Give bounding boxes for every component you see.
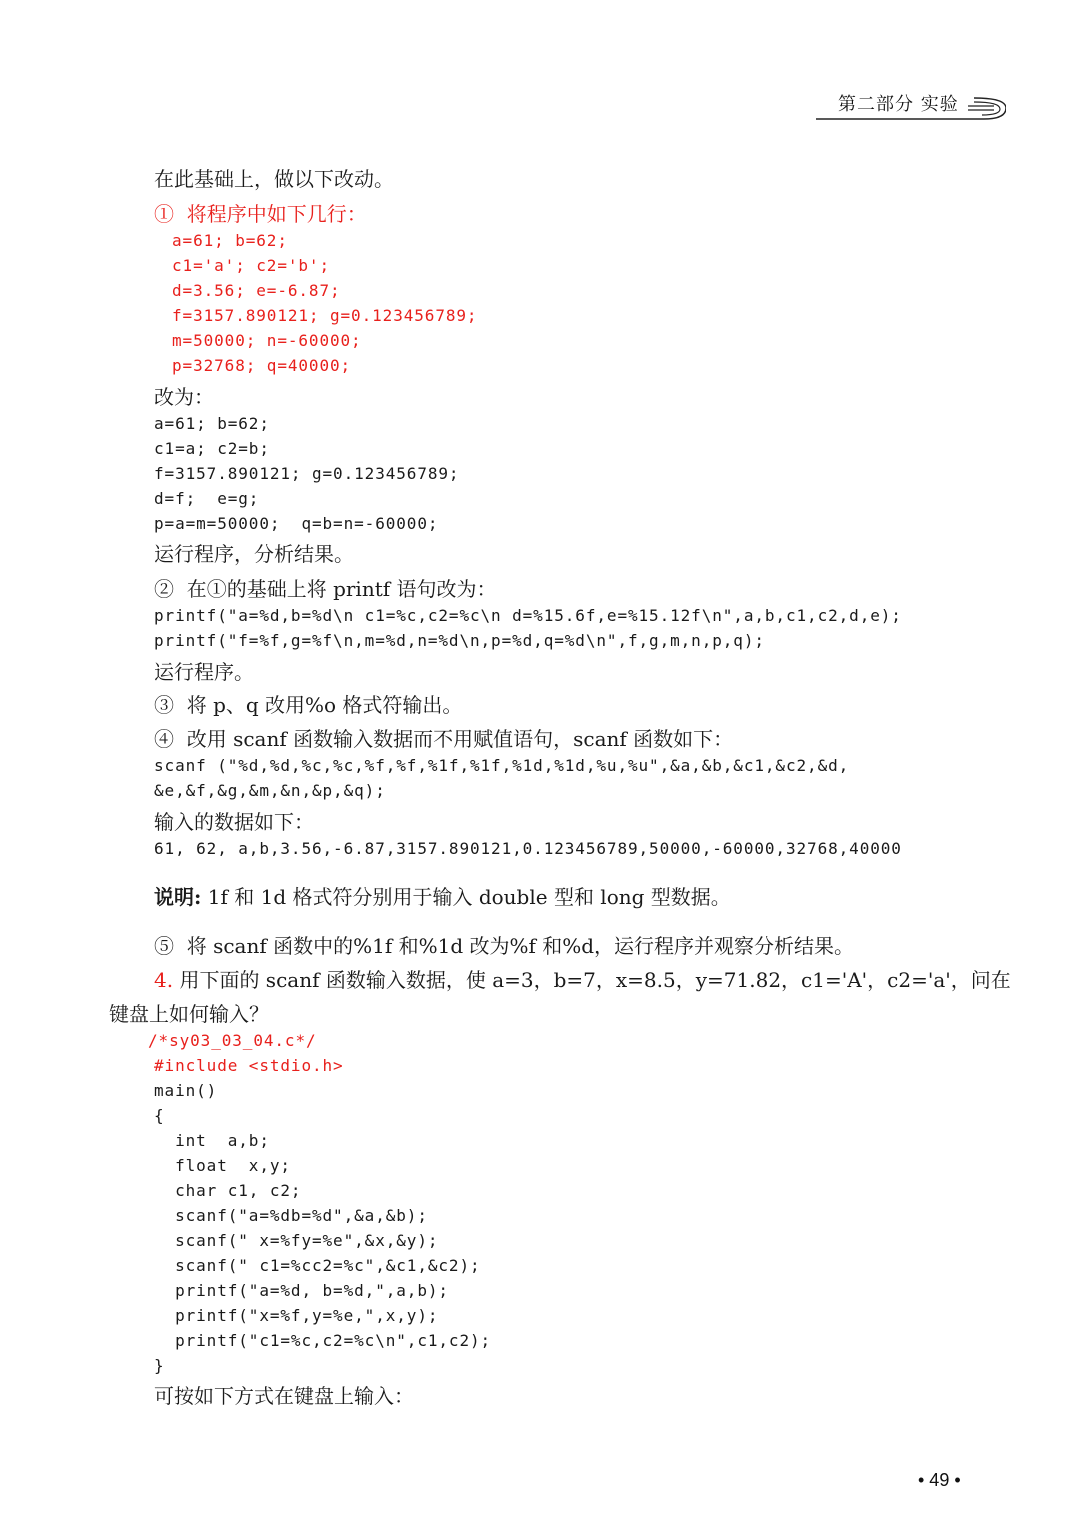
orig-code-line: m=50000; n=-60000;: [172, 331, 362, 350]
run-text: 运行程序。: [154, 660, 254, 684]
note-label: 说明:: [154, 885, 202, 909]
prog-code-line: {: [154, 1106, 165, 1125]
task4-paragraph: [154, 964, 1011, 993]
prog-comment: /*sy03_03_04.c*/: [148, 1031, 317, 1050]
orig-code-line: f=3157.890121; g=0.123456789;: [172, 306, 478, 325]
task4-number: 4.: [154, 968, 174, 992]
new-code-line: a=61; b=62;: [154, 414, 270, 433]
prog-code-line: scanf(" c1=%cc2=%c",&c1,&c2);: [154, 1256, 481, 1275]
prog-code-line: scanf("a=%db=%d",&a,&b);: [154, 1206, 428, 1225]
prog-code-line: main(): [154, 1081, 218, 1100]
header-title: 第二部分 实验: [838, 94, 959, 115]
header-rule-icon: [816, 88, 1006, 122]
prog-code-line: }: [154, 1356, 165, 1375]
task4-text: 用下面的 scanf 函数输入数据，使 a=3，b=7，x=8.5，y=71.82，c1='A'，c2='a'，问在: [173, 968, 1011, 992]
new-code-line: c1=a; c2=b;: [154, 439, 270, 458]
prog-code-line: printf("x=%f,y=%e,",x,y);: [154, 1306, 439, 1325]
prog-code-line: int a,b;: [154, 1131, 270, 1150]
intro-text: 在此基础上，做以下改动。: [154, 167, 394, 191]
run-analyze-text: 运行程序，分析结果。: [154, 542, 354, 566]
step1-title: ① 将程序中如下几行：: [154, 202, 367, 226]
task4-text-cont: 键盘上如何输入？: [109, 1002, 269, 1026]
prog-code-line: float x,y;: [154, 1156, 291, 1175]
printf-code-line: printf("f=%f,g=%f\n,m=%d,n=%d\n,p=%d,q=%d\n",f,g,m,n,p,q);: [154, 631, 765, 650]
prog-code-line: scanf(" x=%fy=%e",&x,&y);: [154, 1231, 439, 1250]
closing-text: 可按如下方式在键盘上输入：: [154, 1384, 414, 1408]
step2-text: ② 在①的基础上将 printf 语句改为：: [154, 577, 497, 601]
prog-include: #include <stdio.h>: [154, 1056, 344, 1075]
orig-code-line: p=32768; q=40000;: [172, 356, 352, 375]
step5-text: ⑤ 将 scanf 函数中的%1f 和%1d 改为%f 和%d，运行程序并观察分析结果。: [154, 934, 855, 958]
scanf-code-line: scanf ("%d,%d,%c,%c,%f,%f,%1f,%1f,%1d,%1d,%u,%u",&a,&b,&c1,&c2,&d,: [154, 756, 850, 775]
step4-text: ④ 改用 scanf 函数输入数据而不用赋值语句，scanf 函数如下：: [154, 727, 734, 751]
prog-code-line: printf("a=%d, b=%d,",a,b);: [154, 1281, 449, 1300]
new-code-line: d=f; e=g;: [154, 489, 260, 508]
prog-code-line: printf("c1=%c,c2=%c\n",c1,c2);: [154, 1331, 492, 1350]
input-data-label: 输入的数据如下：: [154, 810, 314, 834]
prog-code-line: char c1, c2;: [154, 1181, 302, 1200]
orig-code-line: c1='a'; c2='b';: [172, 256, 330, 275]
orig-code-line: d=3.56; e=-6.87;: [172, 281, 341, 300]
printf-code-line: printf("a=%d,b=%d\n c1=%c,c2=%c\n d=%15.6f,e=%15.12f\n",a,b,c1,c2,d,e);: [154, 606, 902, 625]
note-paragraph: [154, 881, 731, 910]
scanf-code-line: &e,&f,&g,&m,&n,&p,&q);: [154, 781, 386, 800]
running-header: [816, 88, 1006, 122]
input-data-line: 61, 62, a,b,3.56,-6.87,3157.890121,0.123456789,50000,-60000,32768,40000: [154, 839, 902, 858]
change-to-label: 改为：: [154, 385, 214, 409]
page-number: • 49 •: [918, 1470, 961, 1490]
step3-text: ③ 将 p、q 改用%o 格式符输出。: [154, 693, 463, 717]
orig-code-line: a=61; b=62;: [172, 231, 288, 250]
new-code-line: f=3157.890121; g=0.123456789;: [154, 464, 460, 483]
new-code-line: p=a=m=50000; q=b=n=-60000;: [154, 514, 439, 533]
note-text: 1f 和 1d 格式符分别用于输入 double 型和 long 型数据。: [201, 885, 731, 909]
